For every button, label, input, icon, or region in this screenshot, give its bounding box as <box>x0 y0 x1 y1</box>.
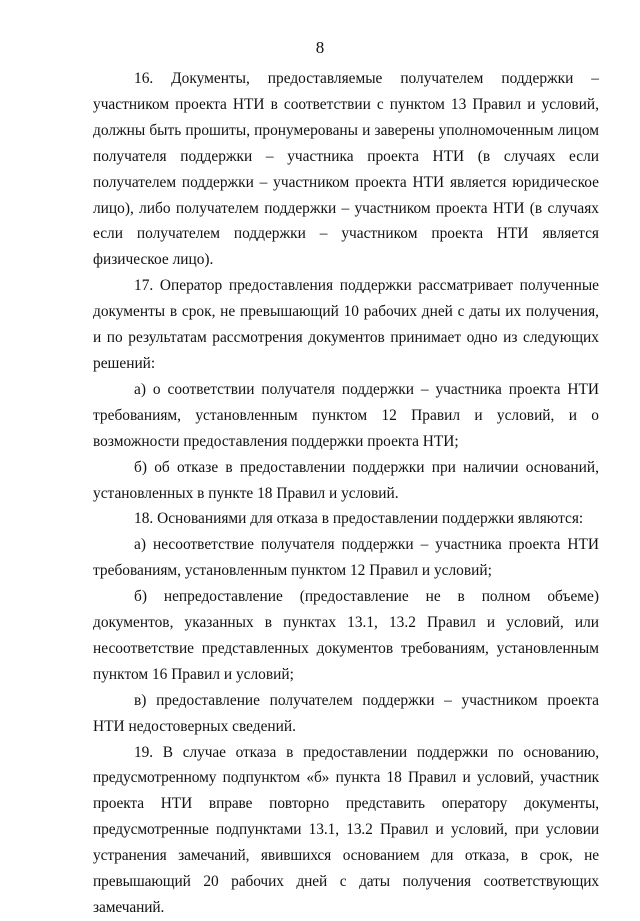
document-body <box>93 66 599 921</box>
paragraph-18-v: в) предоставление получателем поддержки – участником проекта НТИ недостоверных сведений. <box>93 691 599 735</box>
paragraph-19: 19. В случае отказа в предоставлении поддержки по основанию, предусмотренному подпунктом «б» пункта 18 Правил и условий, участник проекта НТИ вправе повторно представить оператору документы, предусмотренные подпунктами 13.1, 13.2 Правил и условий, при условии устранения замечаний, явившихся основанием для отказа, в срок, не превышающий 20 рабочих дней с даты получения соответствующих замечаний. <box>93 743 599 916</box>
paragraph-17-b: б) об отказе в предоставлении поддержки при наличии оснований, установленных в пункте 18 Правил и условий. <box>93 458 599 502</box>
paragraph-18: 18. Основаниями для отказа в предоставлении поддержки являются: <box>134 510 584 528</box>
page-number: 8 <box>315 38 325 57</box>
paragraph-16: 16. Документы, предоставляемые получателем поддержки – участником проекта НТИ в соответствии с пунктом 13 Правил и условий, должны быть прошиты, пронумерованы и заверены уполномоченным лицом получателя поддержки – участника проекта НТИ (в случаях если получателем поддержки – участником проекта НТИ является юридическое лицо), либо получателем поддержки – участником проекта НТИ (в случаях если получателем поддержки – участником проекта НТИ является физическое лицо). <box>93 70 599 269</box>
paragraph-18-b: б) непредоставление (предоставление не в полном объеме) документов, указанных в пунктах 13.1, 13.2 Правил и условий, или несоответствие представленных документов требованиям, установленным пунктом 16 Правил и условий; <box>93 588 599 683</box>
paragraph-18-a: а) несоответствие получателя поддержки – участника проекта НТИ требованиям, установленным пунктом 12 Правил и условий; <box>93 536 599 580</box>
paragraph-17-a: а) о соответствии получателя поддержки – участника проекта НТИ требованиям, установленным пунктом 12 Правил и условий, и о возможности предоставления поддержки проекта НТИ; <box>93 380 599 450</box>
paragraph-17: 17. Оператор предоставления поддержки рассматривает полученные документы в срок, не превышающий 10 рабочих дней с даты их получения, и по результатам рассмотрения документов принимает одно из следующих решений: <box>93 277 599 372</box>
